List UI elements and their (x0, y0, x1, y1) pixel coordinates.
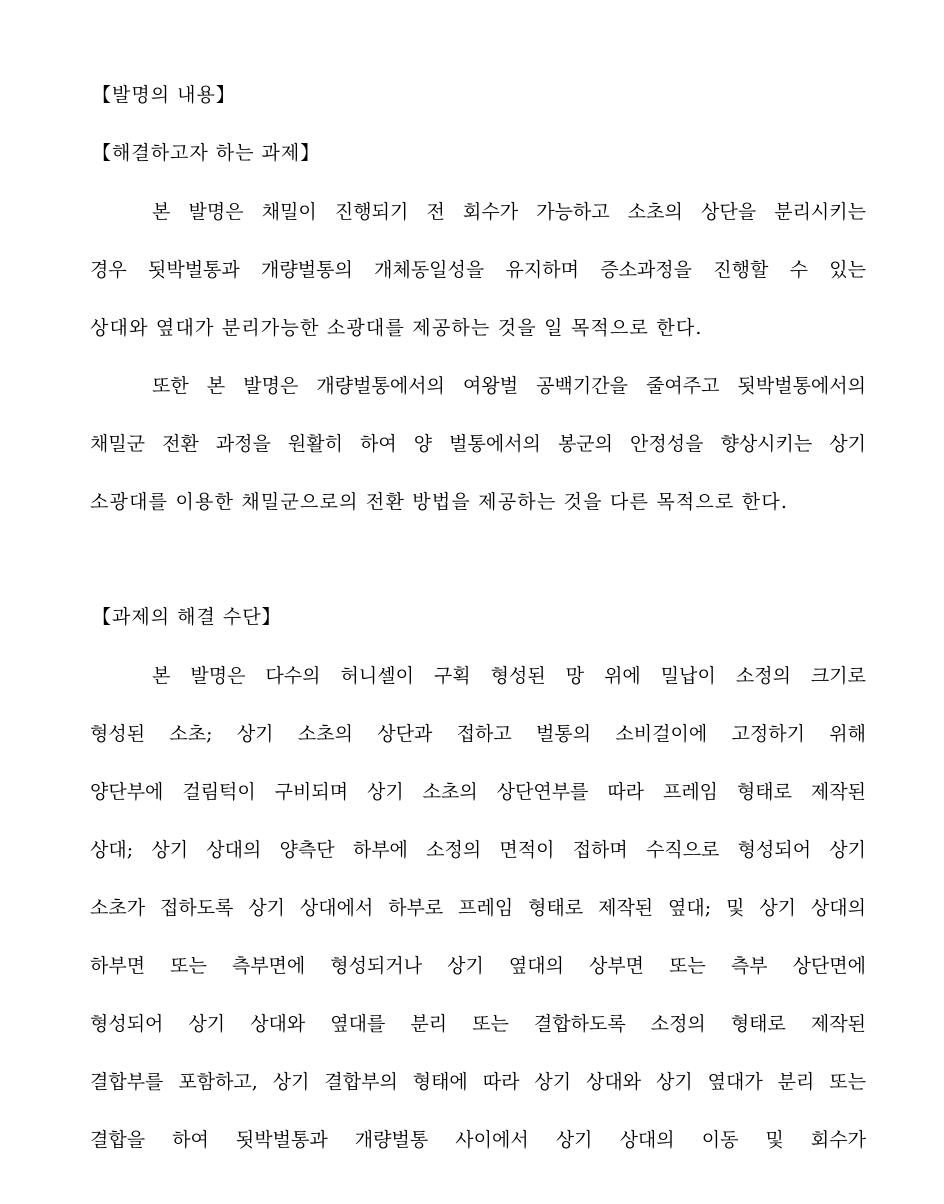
paragraph-line: 상대; 상기 상대의 양측단 하부에 소정의 면적이 접하며 수직으로 형성되어 상기 (90, 839, 866, 861)
paragraph-line: 결합을 하여 됫박벌통과 개량벌통 사이에서 상기 상대의 이동 및 회수가 (90, 1129, 866, 1151)
paragraph-line: 형성되어 상기 상대와 옆대를 분리 또는 결합하도록 소정의 형태로 제작된 (90, 1013, 866, 1035)
paragraph-line: 본 발명은 다수의 허니셀이 구획 형성된 망 위에 밀납이 소정의 크기로 (152, 665, 866, 687)
paragraph-line: 본 발명은 채밀이 진행되기 전 회수가 가능하고 소초의 상단을 분리시키는 (152, 201, 866, 223)
section-heading-solution: 【과제의 해결 수단】 (92, 606, 282, 628)
paragraph-line: 양단부에 걸림턱이 구비되며 상기 소초의 상단연부를 따라 프레임 형태로 제작된 (90, 781, 866, 803)
section-heading-problem: 【해결하고자 하는 과제】 (92, 142, 321, 164)
paragraph-line: 결합부를 포함하고, 상기 결합부의 형태에 따라 상기 상대와 상기 옆대가 분리 또는 (90, 1071, 866, 1093)
paragraph-line: 또한 본 발명은 개량벌통에서의 여왕벌 공백기간을 줄여주고 됫박벌통에서의 (152, 375, 866, 397)
paragraph-line: 경우 됫박벌통과 개량벌통의 개체동일성을 유지하며 증소과정을 진행할 수 있는 (90, 259, 866, 281)
paragraph-line: 소초가 접하도록 상기 상대에서 하부로 프레임 형태로 제작된 옆대; 및 상기 상대의 (90, 897, 866, 919)
paragraph-line: 하부면 또는 측부면에 형성되거나 상기 옆대의 상부면 또는 측부 상단면에 (90, 955, 866, 977)
paragraph-line: 채밀군 전환 과정을 원활히 하여 양 벌통에서의 봉군의 안정성을 향상시키는 상기 (90, 433, 866, 455)
paragraph-line: 소광대를 이용한 채밀군으로의 전환 방법을 제공하는 것을 다른 목적으로 한다. (90, 491, 789, 513)
paragraph-line: 형성된 소초; 상기 소초의 상단과 접하고 벌통의 소비걸이에 고정하기 위해 (90, 723, 866, 745)
paragraph-line: 상대와 옆대가 분리가능한 소광대를 제공하는 것을 일 목적으로 한다. (90, 317, 703, 339)
section-heading-invention-content: 【발명의 내용】 (92, 84, 236, 106)
